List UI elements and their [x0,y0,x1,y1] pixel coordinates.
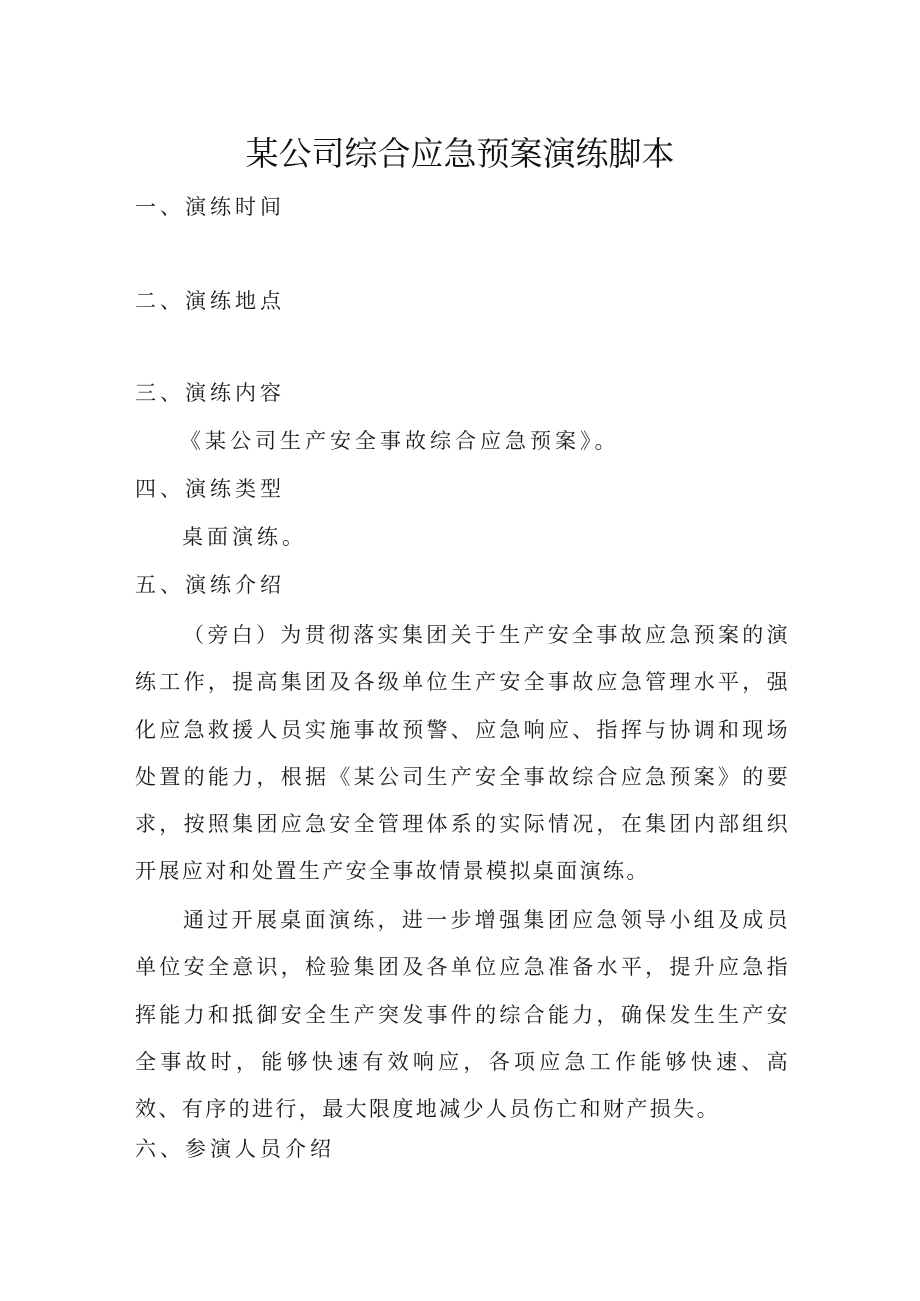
section-heading-location: 二、演练地点 [135,289,285,313]
section-heading-type: 四、演练类型 [135,477,285,501]
section-heading-time: 一、演练时间 [135,195,285,219]
intro-paragraph-1: （旁白）为贯彻落实集团关于生产安全事故应急预案的演练工作，提高集团及各级单位生产安全事故应急管理水平，强化应急救援人员实施事故预警、应急响应、指挥与协调和现场处置的能力，根据《某公司生产安全事故综合应急预案》的要求，按照集团应急安全管理体系的实际情况，在集团内部组织开展应对和处置生产安全事故情景模拟桌面演练。 [135,623,790,884]
section-heading-participants: 六、参演人员介绍 [135,1137,335,1161]
section-type-text: 桌面演练。 [182,525,307,549]
section-heading-content: 三、演练内容 [135,381,285,405]
document-title: 某公司综合应急预案演练脚本 [245,134,675,173]
section-content-text: 《某公司生产安全事故综合应急预案》。 [180,429,620,453]
intro-paragraph-2: 通过开展桌面演练，进一步增强集团应急领导小组及成员单位安全意识，检验集团及各单位应急准备水平，提升应急指挥能力和抵御安全生产突发事件的综合能力，确保发生生产安全事故时，能够快速有效响应，各项应急工作能够快速、高效、有序的进行，最大限度地减少人员伤亡和财产损失。 [135,908,790,1122]
section-heading-intro: 五、演练介绍 [135,573,285,597]
